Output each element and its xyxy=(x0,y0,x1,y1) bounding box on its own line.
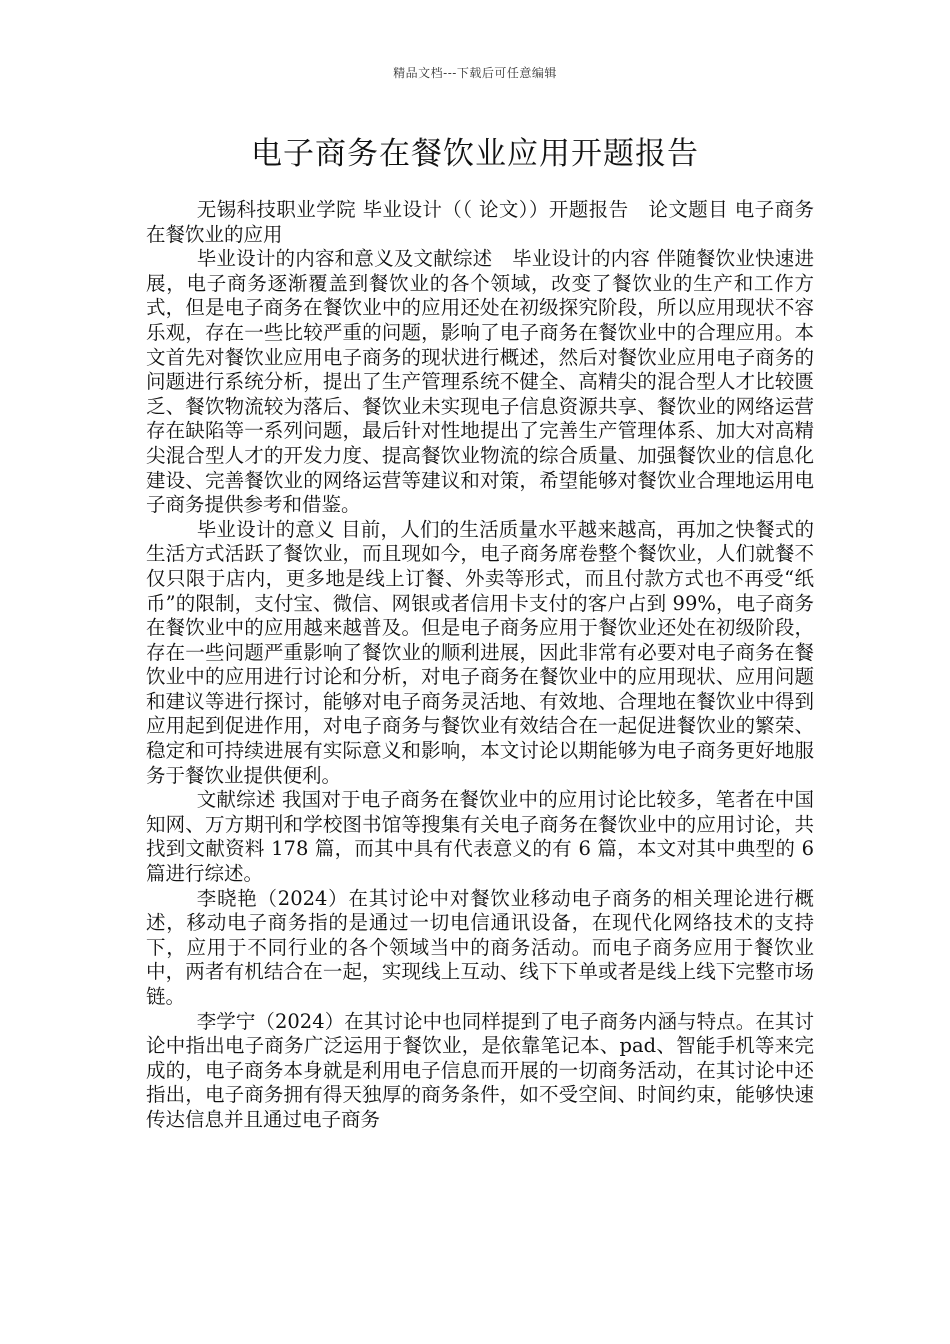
paragraph-design-content: 毕业设计的内容和意义及文献综述 毕业设计的内容 伴随餐饮业快速进展，电子商务逐渐覆盖到餐饮业的各个领域，改变了餐饮业的生产和工作方式，但是电子商务在餐饮业中的应用还处在初级探究阶段，所以应用现状不容乐观，存在一些比较严重的问题，影响了电子商务在餐饮业中的合理应用。本文首先对餐饮业应用电子商务的现状进行概述，然后对餐饮业应用电子商务的问题进行系统分析，提出了生产管理系统不健全、高精尖的混合型人才比较匮乏、餐饮物流较为落后、餐饮业未实现电子信息资源共享、餐饮业的网络运营存在缺陷等一系列问题，最后针对性地提出了完善生产管理体系、加大对高精尖混合型人才的开发力度、提高餐饮业物流的综合质量、加强餐饮业的信息化建设、完善餐饮业的网络运营等建议和对策，希望能够对餐饮业合理地运用电子商务提供参考和借鉴。 xyxy=(146,247,814,517)
document-title: 电子商务在餐饮业应用开题报告 xyxy=(251,136,699,172)
paragraph-literature-review: 文献综述 我国对于电子商务在餐饮业中的应用讨论比较多，笔者在中国知网、万方期刊和学校图书馆等搜集有关电子商务在餐饮业中的应用讨论，共找到文献资料 178 篇，而其中具有代表意义的有 6 篇，本文对其中典型的 6 篇进行综述。 xyxy=(146,788,814,886)
paragraph-li-xiaoyan: 李晓艳（2024）在其讨论中对餐饮业移动电子商务的相关理论进行概述，移动电子商务指的是通过一切电信通讯设备，在现代化网络技术的支持下，应用于不同行业的各个领域当中的商务活动。而电子商务应用于餐饮业中，两者有机结合在一起，实现线上互动、线下下单或者是线上线下完整市场链。 xyxy=(146,886,814,1008)
paragraph-design-significance: 毕业设计的意义 目前，人们的生活质量水平越来越高，再加之快餐式的生活方式活跃了餐饮业，而且现如今，电子商务席卷整个餐饮业，人们就餐不仅只限于店内，更多地是线上订餐、外卖等形式，而且付款方式也不再受“纸币”的限制，支付宝、微信、网银或者信用卡支付的客户占到 99%，电子商务在餐饮业中的应用越来越普及。但是电子商务应用于餐饮业还处在初级阶段，存在一些问题严重影响了餐饮业的顺利进展，因此非常有必要对电子商务在餐饮业中的应用进行讨论和分析，对电子商务在餐饮业中的应用现状、应用问题和建议等进行探讨，能够对电子商务灵活地、有效地、合理地在餐饮业中得到应用起到促进作用，对电子商务与餐饮业有效结合在一起促进餐饮业的繁荣、稳定和可持续进展有实际意义和影响，本文讨论以期能够为电子商务更好地服务于餐饮业提供便利。 xyxy=(146,517,814,787)
document-body xyxy=(146,198,814,1133)
header-note: 精品文档---下载后可任意编辑 xyxy=(393,66,557,80)
paragraph-cover-info: 无锡科技职业学院 毕业设计（（ 论文））开题报告 论文题目 电子商务在餐饮业的应用 xyxy=(146,198,814,246)
paragraph-li-xuening: 李学宁（2024）在其讨论中也同样提到了电子商务内涵与特点。在其讨论中指出电子商务广泛运用于餐饮业，是依靠笔记本、pad、智能手机等来完成的，电子商务本身就是利用电子信息而开展的一切商务活动，在其讨论中还指出，电子商务拥有得天独厚的商务条件，如不受空间、时间约束，能够快速传达信息并且通过电子商务 xyxy=(146,1009,814,1131)
